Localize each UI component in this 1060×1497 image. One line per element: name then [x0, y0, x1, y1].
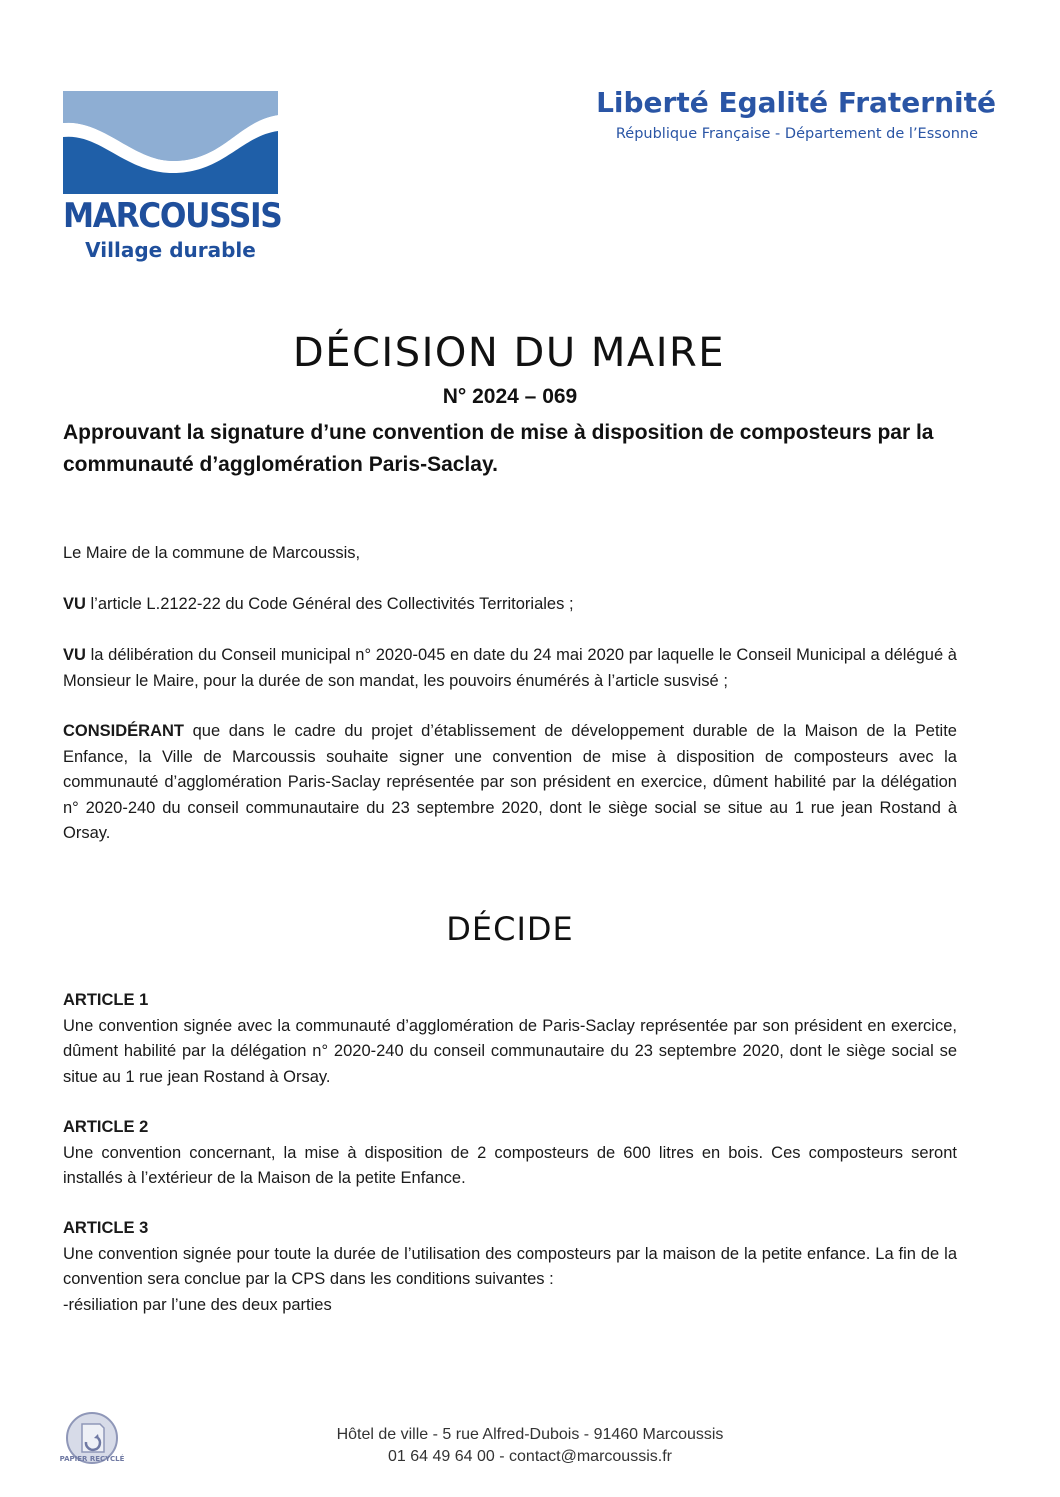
considerant-keyword: CONSIDÉRANT	[63, 722, 185, 740]
vu-paragraph-2	[63, 643, 957, 694]
article-3	[63, 1216, 957, 1318]
decide-heading: DÉCIDE	[446, 910, 574, 948]
article-text: Une convention signée avec la communauté d’agglomération de Paris-Saclay représentée par son président en exercice, dûment habilité par la délégation n° 2020-240 du conseil communautaire du 23 septembre 2020, dont le siège social se situe au 1 rue jean Rostand à Orsay.	[63, 1016, 957, 1086]
footer-address: Hôtel de ville - 5 rue Alfred-Dubois - 91460 Marcoussis	[336, 1426, 724, 1443]
article-bullet: -résiliation par l’une des deux parties	[63, 1295, 332, 1314]
intro-line: Le Maire de la commune de Marcoussis,	[63, 544, 361, 562]
vu-keyword: VU	[63, 595, 86, 613]
vu-paragraph-1	[63, 592, 957, 618]
article-1	[63, 988, 957, 1090]
decision-number: N° 2024 – 069	[442, 385, 578, 408]
article-text: Une convention concernant, la mise à disposition de 2 composteurs de 600 litres en bois. Ces composteurs seront installés à l’extérieur de la Maison de la petite Enfance.	[63, 1143, 957, 1187]
decision-subject: Approuvant la signature d’une convention de mise à disposition de composteurs par la communauté d’agglomération Paris-Saclay.	[63, 421, 934, 476]
article-text: Une convention signée pour toute la durée de l’utilisation des composteurs par la maison de la petite enfance. La fin de la convention sera conclue par la CPS dans les conditions suivantes :	[63, 1244, 957, 1288]
article-title: ARTICLE 1	[63, 991, 149, 1009]
logo-wave-icon	[63, 91, 278, 194]
document-title: DÉCISION DU MAIRE	[292, 330, 726, 376]
page-footer	[0, 1424, 1060, 1468]
article-title: ARTICLE 3	[63, 1219, 149, 1237]
article-title: ARTICLE 2	[63, 1118, 149, 1136]
vu-text: la délibération du Conseil municipal n° 2020-045 en date du 24 mai 2020 par laquelle le Conseil Municipal a délégué à Monsieur le Maire, pour la durée de son mandat, les pouvoirs énumérés à l’article susvisé ;	[63, 646, 957, 690]
article-2	[63, 1115, 957, 1192]
logo-name: MARCOUSSIS	[63, 196, 282, 236]
recycle-label: PAPIER RECYCLÉ	[59, 1455, 125, 1463]
marcoussis-logo	[63, 91, 278, 194]
republic-motto: Liberté Egalité Fraternité	[596, 86, 996, 119]
vu-keyword: VU	[63, 646, 86, 664]
logo-tagline: Village durable	[85, 238, 256, 262]
footer-contact: 01 64 49 64 00 - contact@marcoussis.fr	[388, 1448, 672, 1465]
considerant-paragraph	[63, 719, 957, 847]
considerant-text: que dans le cadre du projet d’établissement de développement durable de la Maison de la Petite Enfance, la Ville de Marcoussis souhaite signer une convention de mise à disposition de composteurs avec la communauté d’agglomération Paris-Saclay représentée par son président en exercice, dûment habilité par la délégation n° 2020-240 du conseil communautaire du 23 septembre 2020, dont le siège social se situe au 1 rue jean Rostand à Orsay.	[63, 722, 957, 842]
republic-motto-sub: République Française - Département de l’Essonne	[615, 126, 978, 142]
preamble	[63, 541, 957, 567]
vu-text: l’article L.2122-22 du Code Général des Collectivités Territoriales ;	[85, 595, 574, 613]
